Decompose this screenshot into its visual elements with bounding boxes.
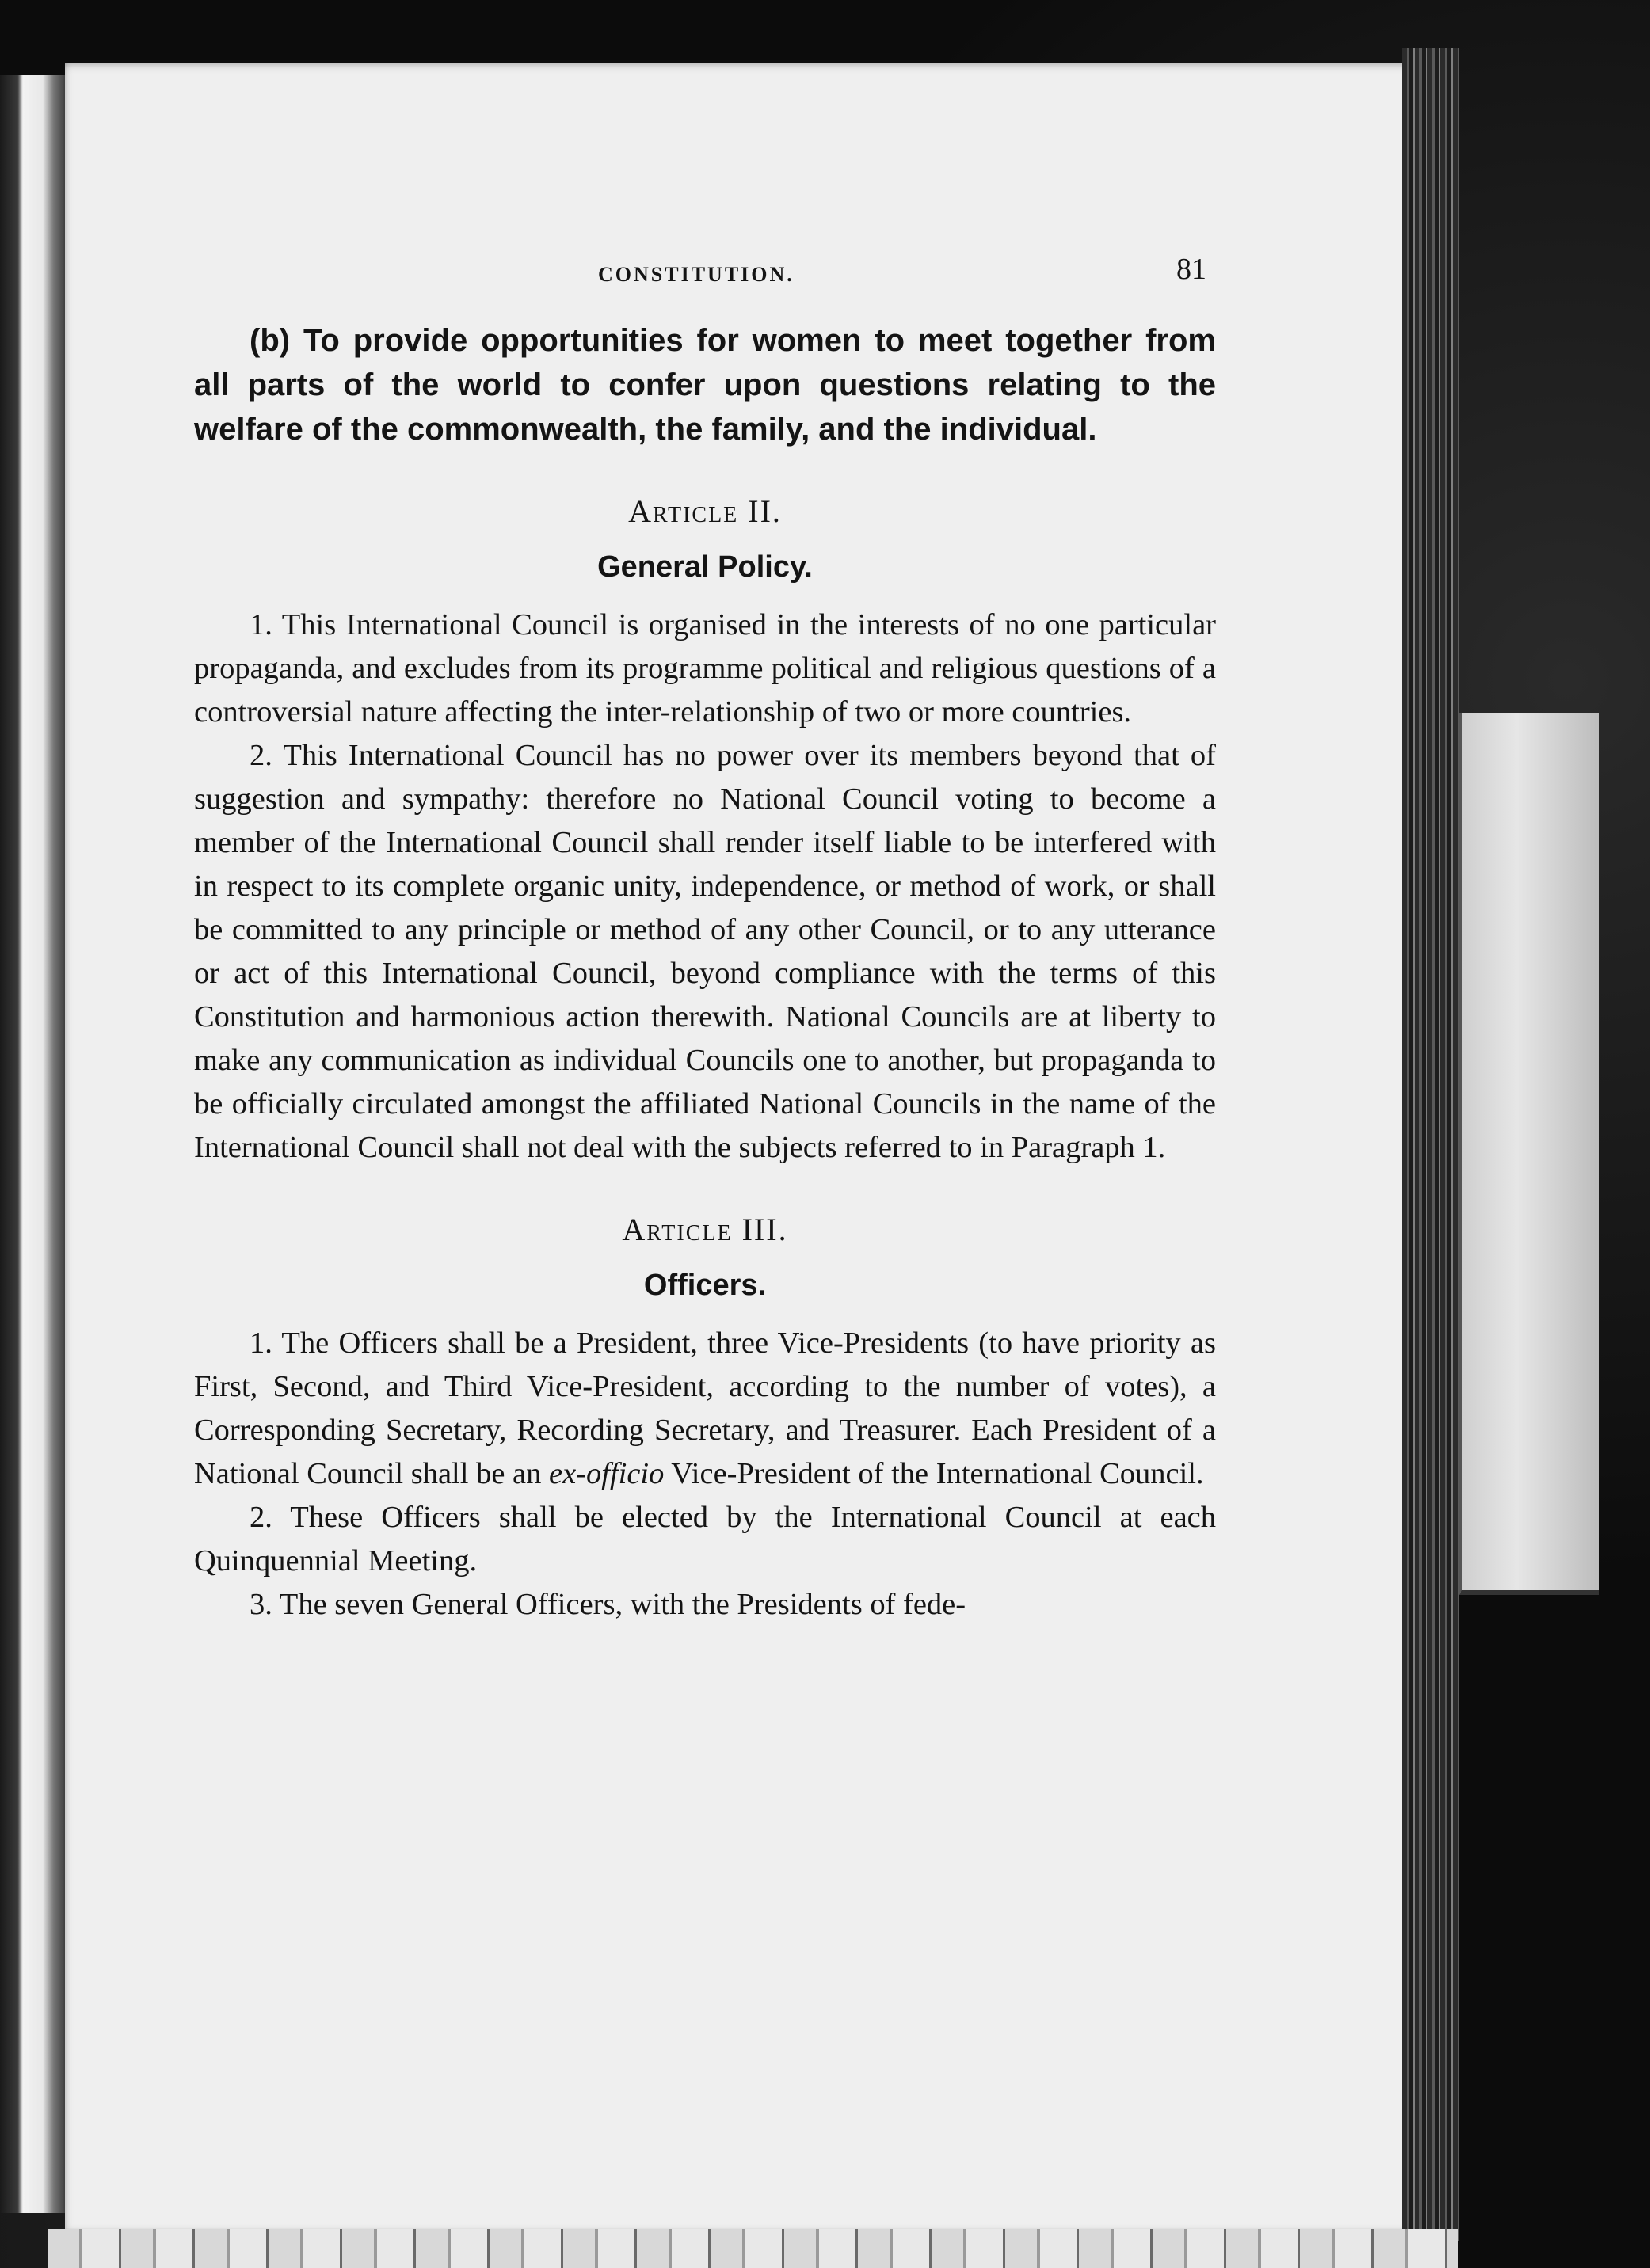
- article-3-paragraph-1-end: Vice-President of the International Council.: [664, 1457, 1204, 1490]
- article-3-paragraph-2: 2. These Officers shall be elected by the International Council at each Quinquennial Meeting.: [194, 1501, 1216, 1577]
- intro-paragraph: (b) To provide opportunities for women to meet together from all parts of the world to confer upon questions relating to the welfare of the commonwealth, the family, and the individual.: [194, 323, 1216, 447]
- article-3-heading: Article III.: [622, 1212, 788, 1247]
- page-tab-insert: [1459, 713, 1599, 1595]
- article-2-paragraph-1: 1. This International Council is organised in the interests of no one particular propaganda, and excludes from its programme political and religious questions of a controversial nature affecting the inter-relationship of two or more countries.: [194, 608, 1216, 729]
- article-3-paragraph-3: 3. The seven General Officers, with the Presidents of fede-: [250, 1588, 966, 1621]
- article-3-paragraph-1: [194, 1322, 1216, 1496]
- previous-page-edge: [0, 75, 71, 2213]
- article-3-paragraph-1-italic: ex-officio: [549, 1457, 665, 1490]
- running-title: CONSTITUTION.: [598, 263, 795, 286]
- article-2-paragraph-2: 2. This International Council has no power over its members beyond that of suggestion and sympathy: therefore no National Council voting to become a member of the International Council shall render itself liable to be interfered with in respect to its complete organic unity, independence, or method of work, or shall be committed to any principle or method of any other Council, or to any utterance or act of this International Council, beyond compliance with the terms of this Constitution and harmonious action therewith. National Councils are at liberty to make any communication as individual Councils one to another, but propaganda to be officially circulated amongst the affiliated National Councils in the name of the International Council shall not deal with the subjects referred to in Paragraph 1.: [194, 739, 1216, 1164]
- article-2-heading: Article II.: [628, 493, 782, 529]
- article-2-subheading: General Policy.: [597, 550, 813, 584]
- article-3-subheading: Officers.: [643, 1269, 767, 1302]
- page-number: 81: [1176, 253, 1206, 286]
- book-binding-edge: [1402, 48, 1459, 2241]
- page-content: [194, 245, 1216, 1627]
- bottom-page-edge: [48, 2229, 1458, 2268]
- article-3-paragraph-1-start: 1. The Officers shall be a President, three Vice-Presidents (to have priority as First, Second, and Third Vice-President, according to the number of votes), a Corresponding Secretary, Recording Secretary, and Treasurer. Each President of a National Council shall be an: [194, 1326, 1216, 1490]
- running-head: [194, 245, 1216, 293]
